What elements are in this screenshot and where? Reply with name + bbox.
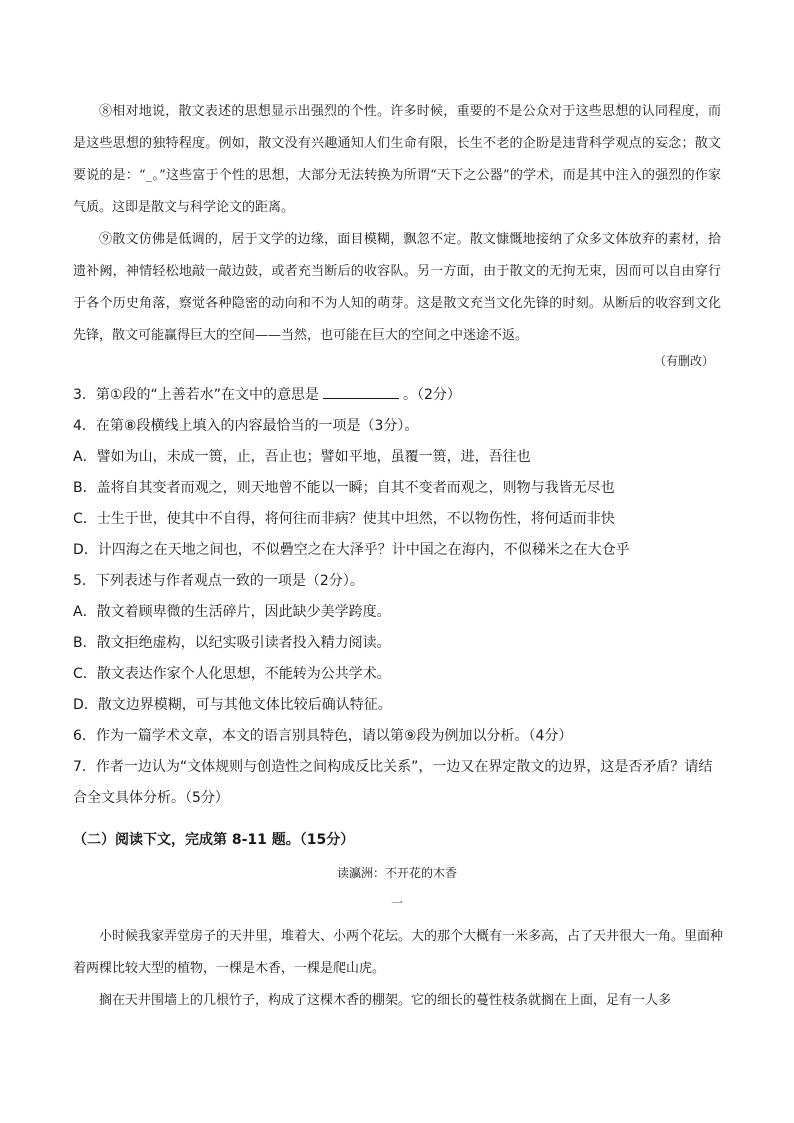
- passage-one: [73, 96, 721, 352]
- question-list: [73, 380, 723, 814]
- question-4-option-d: D．计四海之在天地之间也，不似礨空之在大泽乎？计中国之在海内，不似稊米之在大仓乎: [73, 542, 630, 558]
- passage-two-paragraph-1: 小时候我家弄堂房子的天井里，堆着大、小两个花坛。大的那个大概有一米多高，占了天井很大一角。里面种着两棵比较大型的植物，一棵是木香，一棵是爬山虎。: [73, 929, 724, 976]
- question-5-option-b: B．散文拒绝虚构，以纪实吸引读者投入精力阅读。: [73, 635, 391, 651]
- answer-blank[interactable]: [323, 382, 399, 399]
- paragraph-8: ⑧相对地说，散文表述的思想显示出强烈的个性。许多时候，重要的不是公众对于这些思想的认同程度，而是这些思想的独特程度。例如，散文没有兴趣通知人们生命有限，长生不老的企盼是违背科学观点的妄念；散文要说的是：“_。”这些富于个性的思想，大部分无法转换为所谓“天下之公器”的学术，而是其中注入的强烈的作家气质。这即是散文与科学论文的距离。: [73, 104, 721, 215]
- question-5: 5．下列表述与作者观点一致的一项是（2分）。: [73, 573, 364, 589]
- question-3-points: 。（2分）: [402, 387, 461, 403]
- question-4-option-a: A．譬如为山，未成一篑，止，吾止也；譬如平地，虽覆一篑，进，吾往也: [73, 449, 531, 465]
- question-6: 6．作为一篇学术文章，本文的语言别具特色，请以第⑨段为例加以分析。（4分）: [73, 728, 573, 744]
- passage-two-paragraph-2: 搁在天井围墙上的几根竹子，构成了这棵木香的棚架。它的细长的蔓性枝条就搁在上面，足有一人多: [99, 993, 672, 1008]
- question-5-option-a: A．散文着顾卑微的生活碎片，因此缺少美学跨度。: [73, 604, 391, 620]
- question-4: 4．在第⑧段横线上填入的内容最恰当的一项是（3分）。: [73, 418, 419, 434]
- question-3: [73, 380, 723, 411]
- section-two-heading: （二）阅读下文，完成第 8-11 题。（15分）: [73, 832, 355, 848]
- paragraph-9: ⑨散文仿佛是低调的，居于文学的边缘，面目模糊，飘忽不定。散文慷慨地接纳了众多文体放弃的素材，拾遗补阙，神情轻松地敲一敲边鼓，或者充当断后的收容队。另一方面，由于散文的无拘无束，因而可以自由穿行于各个历史角落，察觉各种隐密的动向和不为人知的萌芽。这是散文充当文化先锋的时刻。从断后的收容到文化先锋，散文可能赢得巨大的空间——当然，也可能在巨大的空间之中迷途不返。: [73, 232, 721, 343]
- passage-two: [73, 921, 723, 1017]
- question-3-text: 3．第①段的“上善若水”在文中的意思是: [73, 387, 319, 403]
- article-title: 读瀛洲：不开花的木香: [336, 866, 457, 880]
- part-marker: 一: [390, 896, 403, 910]
- question-4-option-b: B．盖将自其变者而观之，则天地曾不能以一瞬；自其不变者而观之，则物与我皆无尽也: [73, 480, 615, 496]
- question-7: 7．作者一边认为“文体规则与创造性之间构成反比关系”，一边又在界定散文的边界，这是否矛盾？请结合全文具体分析。（5分）: [73, 759, 713, 806]
- question-5-option-c: C．散文表达作家个人化思想，不能转为公共学术。: [73, 666, 391, 682]
- question-5-option-d: D．散文边界模糊，可与其他文体比较后确认特征。: [73, 697, 392, 713]
- question-4-option-c: C．士生于世，使其中不自得，将何往而非病？使其中坦然，不以物伤性，将何适而非快: [73, 511, 615, 527]
- source-note: （有删改）: [653, 354, 714, 368]
